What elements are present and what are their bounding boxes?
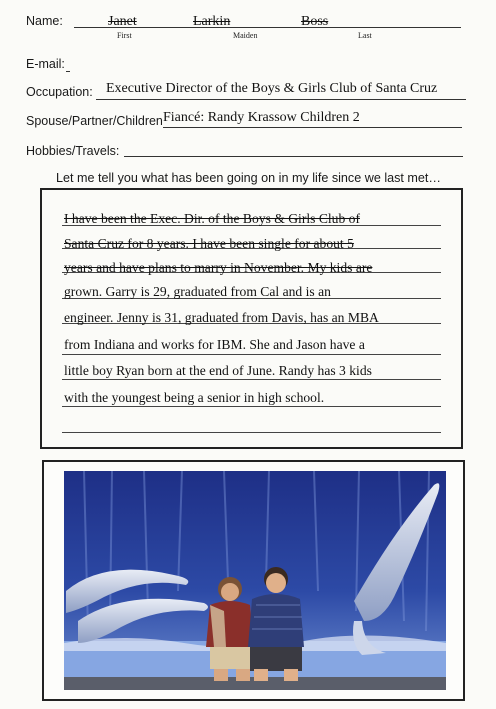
hobbies-label: Hobbies/Travels: [26, 144, 120, 158]
occupation-value[interactable]: Executive Director of the Boys & Girls Club of Santa Cruz [106, 81, 438, 96]
story-line: from Indiana and works for IBM. She and Jason have a [64, 337, 365, 352]
photo-image [64, 471, 446, 690]
maiden-name-value[interactable]: Larkin [193, 14, 231, 29]
spouse-value[interactable]: Fiancé: Randy Krassow Children 2 [163, 110, 360, 125]
story-line: years and have plans to marry in November. My kids are [64, 260, 373, 275]
story-line: engineer. Jenny is 31, graduated from Davis, has an MBA [64, 310, 379, 325]
hobbies-line [124, 156, 463, 157]
name-label: Name: [26, 14, 63, 28]
maiden-caption: Maiden [233, 31, 258, 40]
story-rule [62, 379, 441, 380]
story-rule [62, 406, 441, 407]
story-line: Santa Cruz for 8 years. I have been single for about 5 [64, 236, 354, 251]
story-line: little boy Ryan born at the end of June. Randy has 3 kids [64, 363, 372, 378]
spouse-label: Spouse/Partner/Children [26, 114, 163, 128]
couple-photo [64, 471, 446, 690]
story-line: grown. Garry is 29, graduated from Cal and is an [64, 284, 331, 299]
story-line: with the youngest being a senior in high school. [64, 390, 325, 405]
spouse-line [163, 127, 462, 128]
story-rule [62, 432, 441, 433]
first-caption: First [117, 31, 132, 40]
intro-text: Let me tell you what has been going on in my life since we last met… [56, 171, 442, 185]
story-rule [62, 354, 441, 355]
story-line: I have been the Exec. Dir. of the Boys & Girls Club of [64, 211, 360, 226]
occupation-line [96, 99, 466, 100]
last-name-value[interactable]: Boss [301, 14, 329, 29]
email-label: E-mail: [26, 57, 65, 71]
occupation-label: Occupation: [26, 85, 93, 99]
email-line [66, 71, 70, 72]
first-name-value[interactable]: Janet [108, 14, 137, 29]
last-caption: Last [358, 31, 372, 40]
